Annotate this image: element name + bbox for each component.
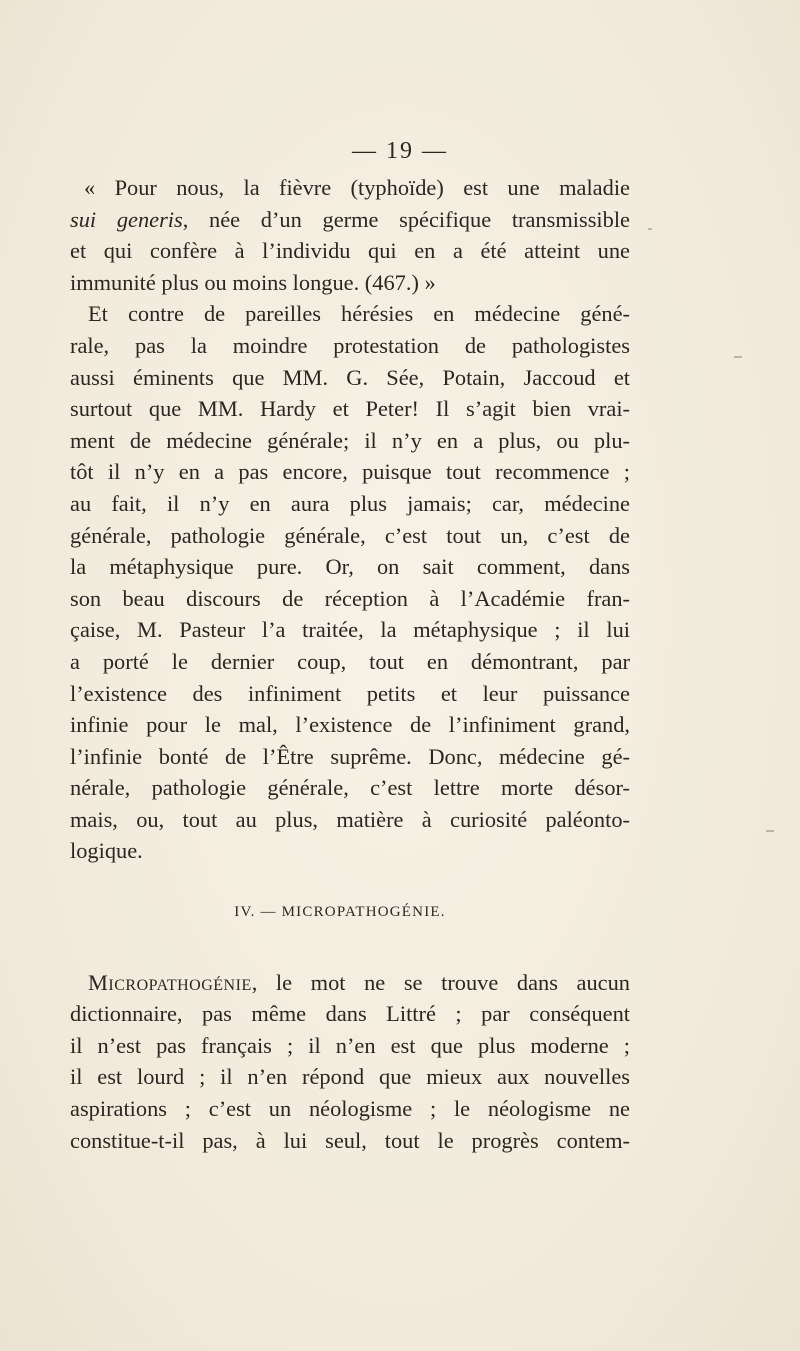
text-line: infinie pour le mal, l’existence de l’infiniment grand, [70,712,630,738]
body-paragraph-2 [70,967,630,1157]
text-line: Et contre de pareilles hérésies en médecine géné- [88,301,630,327]
text-line: logique. [70,838,143,864]
text-line: l’existence des infiniment petits et leur puissance [70,680,630,706]
page-speck [648,228,652,230]
page-speck [734,356,742,358]
text-line: la métaphysique pure. Or, on sait comment, dans [70,554,630,580]
text-line: son beau discours de réception à l’Académie fran- [70,585,630,611]
text-line: mais, ou, tout au plus, matière à curiosité paléonto- [70,806,630,832]
text-line: « Pour nous, la fièvre (typhoïde) est une maladie [84,175,630,200]
section-dash: — [260,904,277,921]
text-line: rale, pas la moindre protestation de pathologistes [70,332,630,358]
text-line: constitue-t-il pas, à lui seul, tout le progrès contem- [70,1127,630,1153]
section-title: MICROPATHOGÉNIE. [281,904,446,921]
text-line: a porté le dernier coup, tout en démontrant, par [70,648,630,674]
latin-phrase: sui generis [70,206,183,232]
body-paragraph-1 [70,298,630,867]
quote-paragraph [70,172,630,298]
text-line: au fait, il n’y en aura plus jamais; car, médecine [70,490,630,516]
text-line: générale, pathologie générale, c’est tout un, c’est de [70,522,630,548]
text-column [70,172,630,1156]
text-line: Micropathogénie, le mot ne se trouve dans aucun [88,969,630,995]
section-heading [70,897,630,929]
text-line: çaise, M. Pasteur l’a traitée, la métaphysique ; il lui [70,617,630,643]
text-line: dictionnaire, pas même dans Littré ; par conséquent [70,1001,630,1027]
text-line: il est lourd ; il n’en répond que mieux aux nouvelles [70,1064,630,1090]
page-speck [766,830,774,832]
text-line: surtout que MM. Hardy et Peter! Il s’agit bien vrai- [70,396,630,422]
section-number: IV. [234,904,256,921]
text-line: l’infinie bonté de l’Être suprême. Donc, médecine gé- [70,743,630,769]
text-line: il n’est pas français ; il n’en est que plus moderne ; [70,1032,630,1058]
text-line: immunité plus ou moins longue. (467.) » [70,269,436,295]
page-number: — 19 — [352,138,448,164]
text-line: sui generis, née d’un germe spécifique transmissible [70,206,630,232]
text-line: aussi éminents que MM. G. Sée, Potain, Jaccoud et [70,364,630,390]
text-line: ment de médecine générale; il n’y en a plus, ou plu- [70,427,630,453]
lead-word: Micropathogénie [88,969,252,995]
opening-guillemet: « [84,175,96,200]
text-line: aspirations ; c’est un néologisme ; le néologisme ne [70,1096,630,1122]
text-line: nérale, pathologie générale, c’est lettre morte désor- [70,775,630,801]
text-line: et qui confère à l’individu qui en a été atteint une [70,238,630,264]
text-line: tôt il n’y en a pas encore, puisque tout recommence ; [70,459,630,485]
